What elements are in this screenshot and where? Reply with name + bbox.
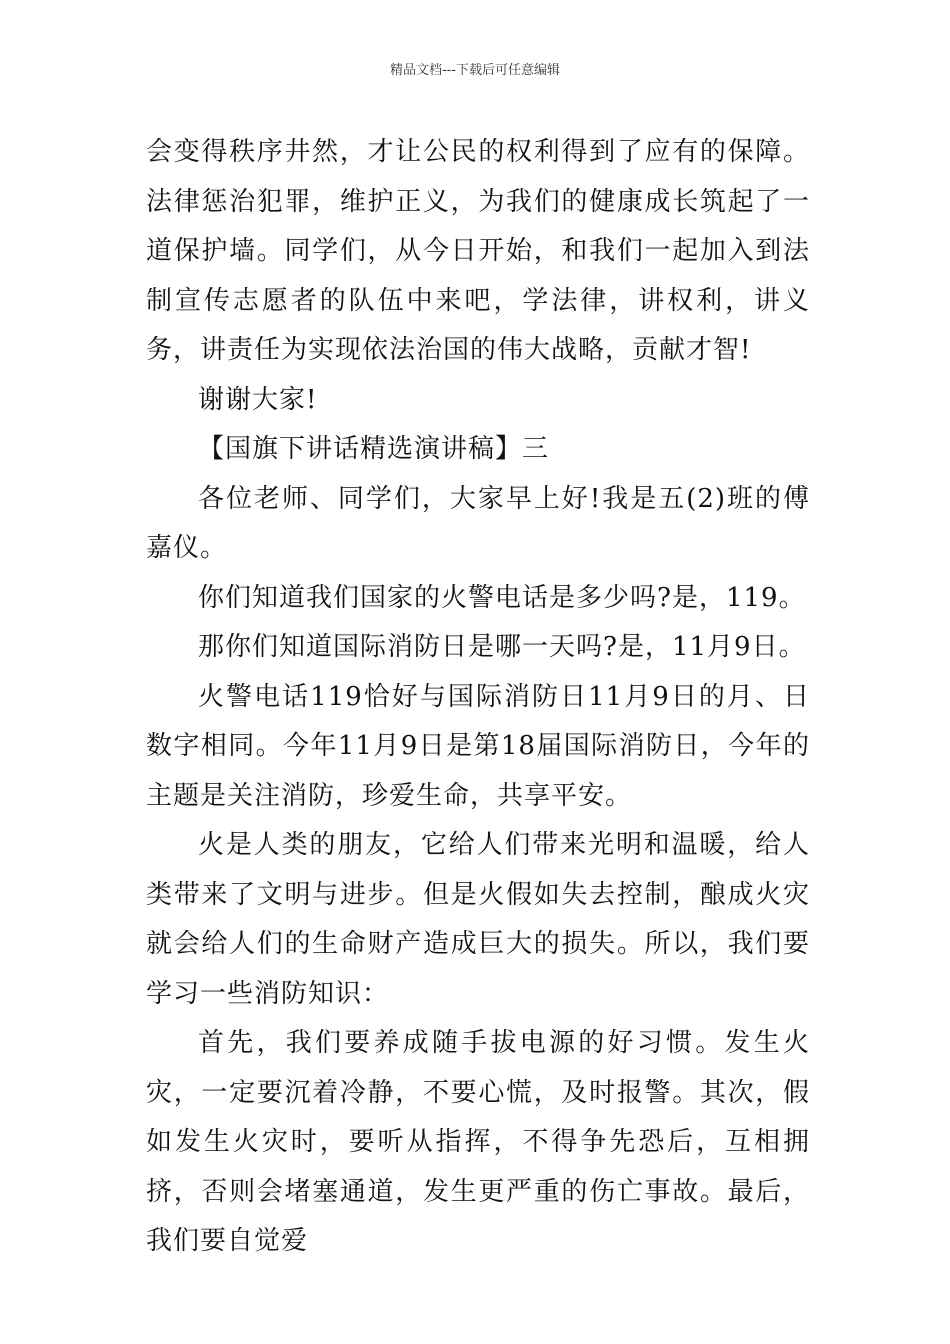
document-body	[146, 128, 810, 1267]
paragraph-greeting: 各位老师、同学们，大家早上好!我是五(2)班的傅嘉仪。	[146, 483, 810, 563]
paragraph-fire-day-question: 那你们知道国际消防日是哪一天吗?是，11月9日。	[198, 632, 806, 662]
paragraph-rule-of-law-closing: 会变得秩序井然，才让公民的权利得到了应有的保障。法律惩治犯罪，维护正义，为我们的健康成长筑起了一道保护墙。同学们，从今日开始，和我们一起加入到法制宣传志愿者的队伍中来吧，学法律，讲权利，讲义务，讲责任为实现依法治国的伟大战略，贡献才智!	[146, 137, 810, 365]
paragraph-fire-phone-question: 你们知道我们国家的火警电话是多少吗?是，119。	[198, 582, 806, 613]
paragraph-fire-safety-tips: 首先，我们要养成随手拔电源的好习惯。发生火灾，一定要沉着冷静，不要心慌，及时报警。其次，假如发生火灾时，要听从指挥，不得争先恐后，互相拥挤，否则会堵塞通道，发生更严重的伤亡事故。最后，我们要自觉爱	[146, 1028, 810, 1256]
paragraph-fire-day-theme: 火警电话119恰好与国际消防日11月9日的月、日数字相同。今年11月9日是第18届国际消防日，今年的主题是关注消防，珍爱生命，共享平安。	[146, 681, 810, 811]
page-header: 精品文档---下载后可任意编辑	[389, 63, 561, 78]
paragraph-thanks: 谢谢大家!	[198, 384, 318, 415]
paragraph-fire-is-friend: 火是人类的朋友，它给人们带来光明和温暖，给人类带来了文明与进步。但是火假如失去控制，酿成火灾就会给人们的生命财产造成巨大的损失。所以，我们要学习一些消防知识：	[146, 830, 810, 1009]
section-heading-speech-three: 【国旗下讲话精选演讲稿】三	[198, 434, 550, 464]
